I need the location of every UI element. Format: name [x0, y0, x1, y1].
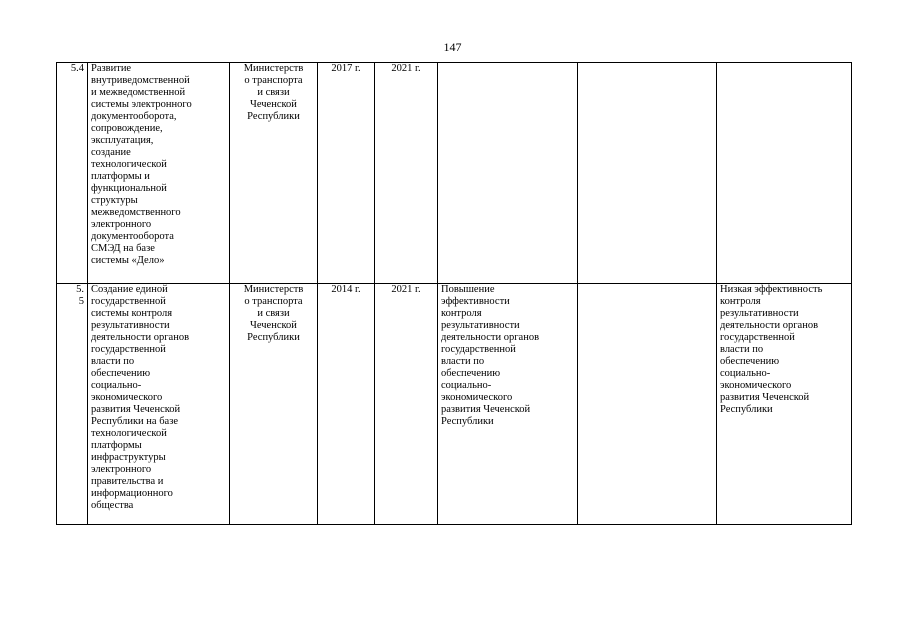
table-row: [57, 63, 852, 284]
cell-text-line: деятельности органов: [720, 320, 819, 331]
cell-text-line: правительства и: [91, 476, 164, 487]
cell-text-line: о транспорта: [244, 296, 303, 307]
cell-text-line: технологической: [91, 428, 167, 439]
cell-text-line: власти по: [91, 356, 135, 367]
cell-text-line: Республики на базе: [91, 416, 179, 427]
cell-text-line: функциональной: [91, 183, 167, 194]
cell-text-line: и связи: [257, 87, 290, 98]
consequence-cell: [717, 284, 852, 525]
cell-text-line: государственной: [91, 344, 166, 355]
cell-text-line: обеспечению: [91, 368, 151, 379]
measure-cell: [88, 284, 230, 525]
item-number-cell: [57, 284, 88, 525]
cell-text-line: Низкая эффективность: [720, 284, 823, 295]
cell-text-line: Развитие: [91, 63, 132, 74]
cell-text-line: платформы и: [91, 171, 150, 182]
cell-text-line: и связи: [257, 308, 290, 319]
cell-text-line: деятельности органов: [441, 332, 540, 343]
cell-text-line: развития Чеченской: [720, 392, 810, 403]
cell-text-line: 5.: [76, 284, 84, 295]
start-year-cell: 2017 г.: [318, 63, 375, 284]
cell-text-line: системы контроля: [91, 308, 173, 319]
cell-text-line: государственной: [441, 344, 516, 355]
cell-text-line: Республики: [441, 416, 494, 427]
cell-text-line: результативности: [441, 320, 520, 331]
cell-text-line: инфраструктуры: [91, 452, 166, 463]
cell-text-line: обеспечению: [720, 356, 780, 367]
cell-text-line: Чеченской: [250, 99, 297, 110]
cell-text-line: системы «Дело»: [91, 255, 165, 266]
cell-text-line: межведомственного: [91, 207, 181, 218]
measures-table: [56, 62, 852, 525]
item-number-cell: [57, 63, 88, 284]
cell-text-line: государственной: [91, 296, 166, 307]
expected-result-cell: [438, 284, 578, 525]
executor-cell: [230, 284, 318, 525]
cell-text-line: информационного: [91, 488, 173, 499]
cell-text-line: Республики: [720, 404, 773, 415]
cell-text-line: Республики: [247, 332, 300, 343]
executor-cell: [230, 63, 318, 284]
cell-text-line: 5: [78, 296, 84, 307]
cell-text-line: власти по: [441, 356, 485, 367]
consequence-cell: [717, 63, 852, 284]
cell-text-line: развития Чеченской: [441, 404, 531, 415]
cell-text-line: экономического: [720, 380, 792, 391]
cell-text-line: результативности: [91, 320, 170, 331]
cell-text-line: общества: [91, 500, 134, 511]
cell-text-line: развития Чеченской: [91, 404, 181, 415]
cell-text-line: 5.4: [70, 63, 84, 74]
cell-text-line: и межведомственной: [91, 87, 186, 98]
cell-text-line: государственной: [720, 332, 795, 343]
cell-text-line: создание: [91, 147, 131, 158]
cell-text-line: экономического: [441, 392, 513, 403]
cell-text-line: о транспорта: [244, 75, 303, 86]
cell-text-line: технологической: [91, 159, 167, 170]
cell-text-line: системы электронного: [91, 99, 192, 110]
cell-text-line: эффективности: [441, 296, 510, 307]
cell-text-line: документооборота,: [91, 111, 177, 122]
cell-text-line: внутриведомственной: [91, 75, 190, 86]
cell-text-line: сопровождение,: [91, 123, 163, 134]
cell-text-line: Министерств: [243, 284, 304, 295]
start-year-cell: 2014 г.: [318, 284, 375, 525]
cell-text-line: структуры: [91, 195, 138, 206]
cell-text-line: СМЭД на базе: [91, 243, 155, 254]
cell-text-line: социально-: [441, 380, 492, 391]
page-number: 147: [443, 40, 462, 54]
cell-text-line: Повышение: [441, 284, 495, 295]
cell-text-line: результативности: [720, 308, 799, 319]
cell-text-line: электронного: [91, 464, 152, 475]
cell-text-line: социально-: [720, 368, 771, 379]
cell-text-line: Чеченской: [250, 320, 297, 331]
end-year-cell: 2021 г.: [375, 284, 438, 525]
cell-text-line: экономического: [91, 392, 163, 403]
cell-text-line: власти по: [720, 344, 764, 355]
link-cell: [578, 284, 717, 525]
cell-text-line: платформы: [91, 440, 142, 451]
cell-text-line: обеспечению: [441, 368, 501, 379]
cell-text-line: Создание единой: [91, 284, 168, 295]
cell-text-line: контроля: [441, 308, 482, 319]
cell-text-line: Министерств: [243, 63, 304, 74]
cell-text-line: документооборота: [91, 231, 174, 242]
cell-text-line: контроля: [720, 296, 761, 307]
cell-text-line: социально-: [91, 380, 142, 391]
cell-text-line: электронного: [91, 219, 152, 230]
link-cell: [578, 63, 717, 284]
cell-text-line: деятельности органов: [91, 332, 190, 343]
cell-text-line: Республики: [247, 111, 300, 122]
measure-cell: [88, 63, 230, 284]
cell-text-line: эксплуатация,: [91, 135, 154, 146]
expected-result-cell: [438, 63, 578, 284]
end-year-cell: 2021 г.: [375, 63, 438, 284]
table-row: [57, 284, 852, 525]
